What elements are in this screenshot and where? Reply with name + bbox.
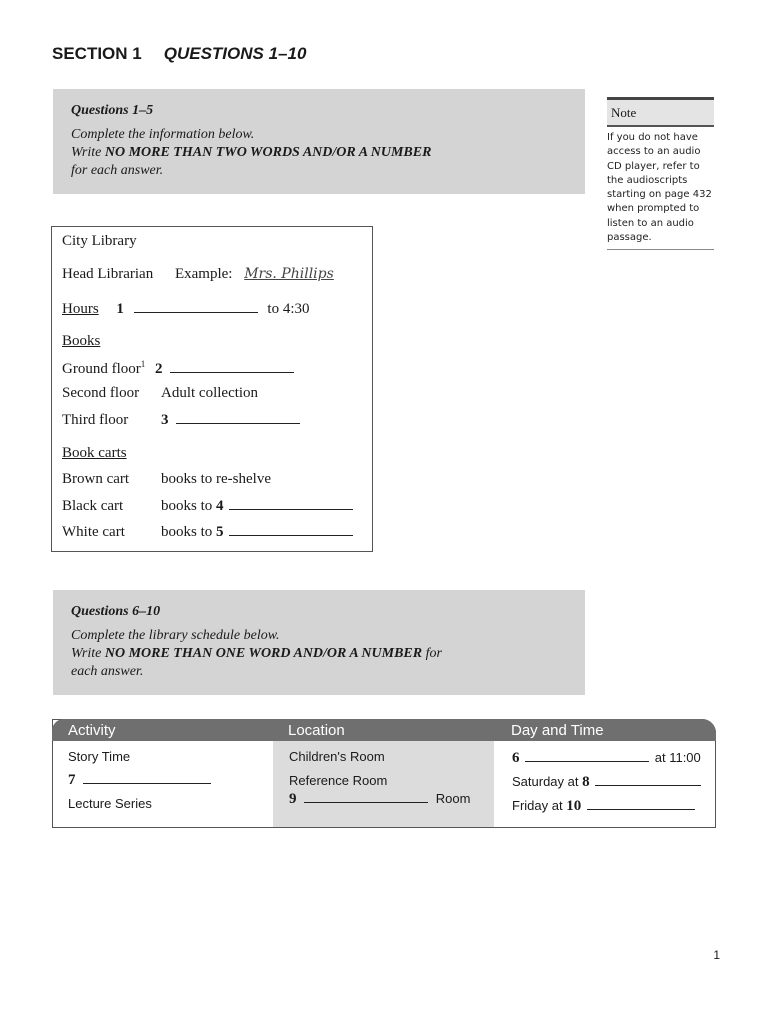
questions-range: QUESTIONS 1–10 (163, 44, 307, 63)
answer-blank-8[interactable] (595, 773, 701, 786)
hours-end: to 4:30 (267, 301, 310, 317)
black-cart-label: Black cart (62, 498, 124, 514)
answer-blank-4[interactable] (229, 497, 353, 510)
time-row-8 (512, 773, 701, 791)
second-floor-value: Adult collection (161, 385, 259, 401)
note-body: If you do not have access to an audio CD player, refer to the audioscripts starting on page 432 when prompted to listen to an audio passage. (607, 132, 712, 244)
table-header (52, 719, 716, 741)
activity-lecture-series: Lecture Series (68, 796, 152, 811)
books-heading: Books (62, 333, 101, 349)
third-floor-row (62, 411, 300, 429)
white-cart-row (62, 523, 353, 541)
black-cart-value: books to (161, 498, 213, 514)
header-location: Location (288, 722, 345, 739)
header-day-time: Day and Time (511, 722, 604, 739)
librarian-label: Head Librarian (62, 266, 154, 282)
library-form (51, 226, 373, 552)
librarian-row (62, 266, 334, 283)
section-label: SECTION 1 (52, 44, 142, 63)
third-floor-label: Third floor (62, 412, 129, 428)
activity-story-time: Story Time (68, 749, 131, 764)
location-childrens-room: Children's Room (289, 749, 385, 764)
answer-blank-3[interactable] (176, 411, 300, 424)
brown-cart-row (62, 471, 271, 488)
footnote-marker: 1 (140, 359, 146, 369)
answer-blank-5[interactable] (229, 523, 353, 536)
white-cart-value: books to (161, 524, 213, 540)
black-cart-row (62, 497, 353, 515)
instructions-heading: Questions 1–5 (71, 103, 154, 118)
header-activity: Activity (68, 722, 116, 739)
instructions-box-1 (53, 89, 585, 194)
question-9-number: 9 (289, 791, 297, 807)
question-4-number: 4 (216, 498, 224, 514)
answer-blank-7[interactable] (83, 771, 211, 784)
hours-label: Hours (62, 301, 99, 317)
ground-floor-row (62, 359, 294, 378)
note-panel (607, 97, 714, 250)
answer-blank-2[interactable] (170, 360, 294, 373)
location-reference-room: Reference Room (289, 773, 388, 788)
question-2-number: 2 (155, 361, 163, 377)
answer-blank-9[interactable] (304, 790, 428, 803)
second-floor-row (62, 385, 258, 402)
note-title: Note (607, 100, 714, 125)
instructions-box-2 (53, 590, 585, 695)
instructions-line: Write NO MORE THAN ONE WORD AND/OR A NUMBER for (71, 646, 442, 661)
schedule-table (52, 719, 716, 828)
question-7-number: 7 (68, 772, 76, 788)
answer-blank-10[interactable] (587, 797, 695, 810)
page-number: 1 (713, 948, 720, 962)
room-label: Room (435, 791, 471, 806)
instructions-line: for each answer. (71, 163, 164, 178)
instructions-line: each answer. (71, 664, 144, 679)
instructions-heading: Questions 6–10 (71, 604, 161, 619)
question-5-number: 5 (216, 524, 224, 540)
section-title (52, 44, 306, 64)
saturday-label: Saturday at (512, 774, 579, 789)
question-10-number: 10 (566, 798, 582, 814)
question-3-number: 3 (161, 412, 169, 428)
form-title: City Library (62, 233, 137, 249)
time-row-10 (512, 797, 695, 815)
brown-cart-label: Brown cart (62, 471, 130, 487)
answer-blank-1[interactable] (134, 300, 258, 313)
friday-label: Friday at (512, 798, 563, 813)
time-at-label: at 11:00 (654, 750, 701, 765)
question-6-number: 6 (512, 750, 520, 766)
example-answer: Mrs. Phillips (244, 266, 334, 282)
example-label: Example: (174, 266, 233, 282)
carts-heading: Book carts (62, 445, 127, 461)
brown-cart-value: books to re-shelve (161, 471, 271, 487)
question-8-number: 8 (582, 774, 590, 790)
answer-blank-6[interactable] (525, 749, 649, 762)
instructions-line: Complete the information below. (71, 127, 255, 142)
second-floor-label: Second floor (62, 385, 140, 401)
instructions-line: Complete the library schedule below. (71, 628, 280, 643)
instructions-line: Write NO MORE THAN TWO WORDS AND/OR A NUMBER (71, 145, 432, 160)
question-1-number: 1 (116, 301, 124, 317)
location-row-9 (289, 790, 470, 808)
hours-row (62, 300, 310, 318)
white-cart-label: White cart (62, 524, 125, 540)
activity-row-7 (68, 771, 211, 789)
time-row-6 (512, 749, 701, 767)
ground-floor-label: Ground floor (62, 361, 141, 377)
